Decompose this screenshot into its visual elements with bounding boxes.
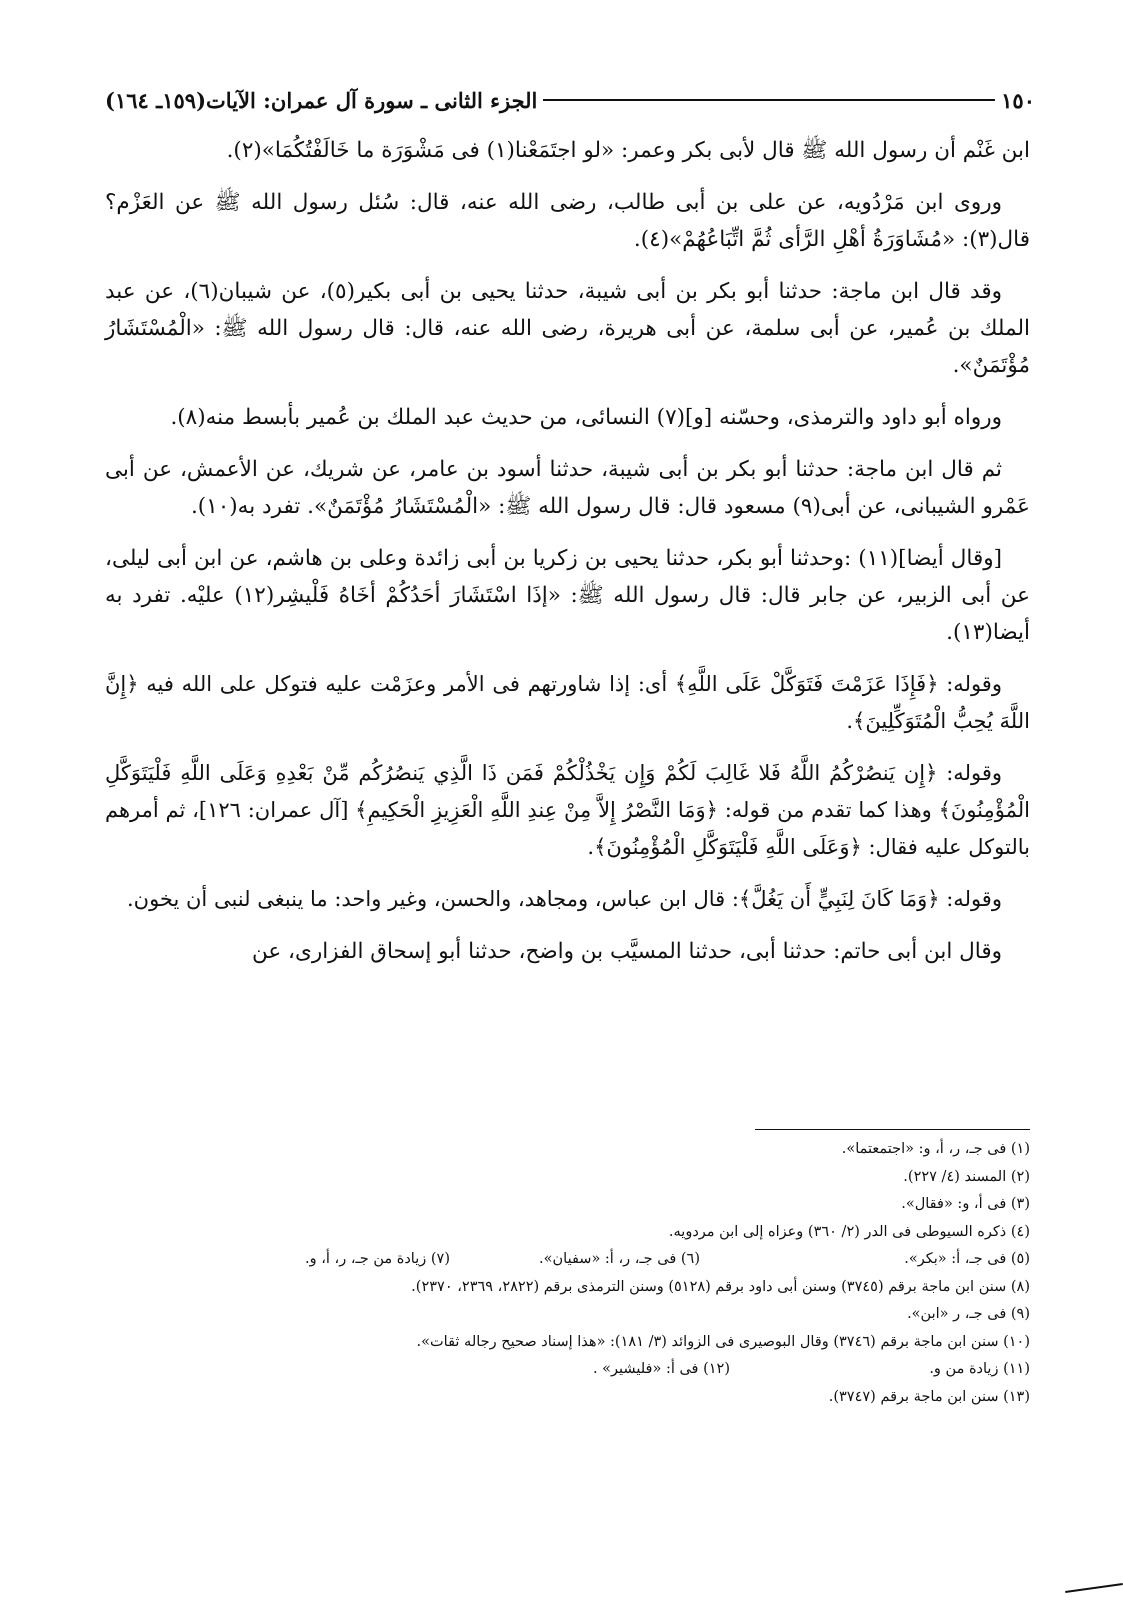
- paragraph-6: [وقال أيضا](١١) :وحدثنا أبو بكر، حدثنا يحيى بن زكريا بن أبى زائدة وعلى بن هاشم، عن ابن أبى ليلى، عن أبى الزبير، عن جابر قال: قال رسول الله ﷺ: «إذَا اسْتَشَارَ أحَدُكُمْ أخَاهُ فَلْيشِر(١٢) عليْه. تفرد به أيضا(١٣).: [105, 546, 1030, 645]
- paragraph-1: ابن غَنْم أن رسول الله ﷺ قال لأبى بكر وعمر: «لو اجتَمَعْنا(١) فى مَشْوَرَة ما خَالَفْتُكُمَا»(٢).: [226, 138, 1030, 163]
- footnote-7: (٧) زيادة من جـ، ر، أ، و.: [305, 1251, 450, 1267]
- paragraph-10: وقال ابن أبى حاتم: حدثنا أبى، حدثنا المسيَّب بن واضح، حدثنا أبو إسحاق الفزارى، عن: [252, 939, 1002, 964]
- footnote-11: (١١) زيادة من و.: [929, 1361, 1030, 1377]
- footnote-4: (٤) ذكره السيوطى فى الدر (٢/ ٣٦٠) وعزاه إلى ابن مردويه.: [668, 1223, 1030, 1240]
- paragraph-5: ثم قال ابن ماجة: حدثنا أبو بكر بن أبى شيبة، حدثنا أسود بن عامر، عن شريك، عن الأعمش، عن أبى عَمْرو الشيبانى، عن أبى(٩) مسعود قال: قال رسول الله ﷺ: «الْمُسْتَشَارُ مُؤْتَمَنٌ». تفرد به(١٠).: [105, 457, 1030, 519]
- footnote-3: (٣) فى أ، و: «فقال».: [901, 1196, 1030, 1212]
- footnote-line-8: [105, 1329, 1030, 1357]
- footnote-9: (٩) فى جـ، ر «ابن».: [907, 1306, 1030, 1322]
- main-text: [105, 132, 1030, 985]
- footnote-10: (١٠) سنن ابن ماجة برقم (٣٧٤٦) وقال البوصيرى فى الزوائد (٣/ ١٨١): «هذا إسناد صحيح رجاله ثقات».: [416, 1333, 1030, 1350]
- footnote-5: (٥) فى جـ، أ: «بكر».: [904, 1251, 1030, 1267]
- footnote-line-2: [105, 1164, 1030, 1192]
- paragraph-4: ورواه أبو داود والترمذى، وحسّنه [و](٧) النسائى، من حديث عبد الملك بن عُمير بأبسط منه(٨).: [170, 405, 1002, 430]
- page-number: ١٥٠: [1001, 87, 1035, 113]
- scan-edge-mark: [1065, 1583, 1123, 1593]
- header-rule: [543, 99, 995, 101]
- footnote-separator: [755, 1129, 1030, 1130]
- footnote-line-1: [105, 1136, 1030, 1164]
- footnote-line-9: [105, 1356, 1030, 1384]
- footnote-line-4: [105, 1219, 1030, 1247]
- footnote-8: (٨) سنن ابن ماجة برقم (٣٧٤٥) وسنن أبى داود برقم (٥١٢٨) وسنن الترمذى برقم (٢٨٢٢، ٢٣٦٩، ٢٣٧٠).: [411, 1278, 1030, 1295]
- footnote-line-5: [105, 1246, 1030, 1274]
- paragraph-7: وقوله: ﴿فَإِذَا عَزَمْتَ فَتَوَكَّلْ عَلَى اللَّهِ﴾ أى: إذا شاورتهم فى الأمر وعزَمْت عليه فتوكل على الله فيه ﴿إِنَّ اللَّهَ يُحِبُّ الْمُتَوَكِّلِينَ﴾.: [105, 672, 1030, 733]
- footnote-line-7: [105, 1301, 1030, 1329]
- footnote-1: (١) فى جـ، ر، أ، و: «اجتمعتما».: [841, 1141, 1030, 1157]
- paragraph-3: وقد قال ابن ماجة: حدثنا أبو بكر بن أبى شيبة، حدثنا يحيى بن أبى بكير(٥)، عن شيبان(٦)، عن عبد الملك بن عُمير، عن أبى سلمة، عن أبى هريرة، رضى الله عنه، قال: قال رسول الله ﷺ: «الْمُسْتَشَارُ مُؤْتَمَنٌ».: [105, 279, 1030, 378]
- paragraph-2: وروى ابن مَرْدُويه، عن على بن أبى طالب، رضى الله عنه، قال: سُئل رسول الله ﷺ عن العَزْم؟ قال(٣): «مُشَاوَرَةُ أهْلِ الرَّأى ثُمَّ اتِّبَاعُهُمْ»(٤).: [105, 190, 1030, 252]
- footnote-13: (١٣) سنن ابن ماجة برقم (٣٧٤٧).: [828, 1388, 1030, 1405]
- footnote-2: (٢) المسند (٤/ ٢٢٧).: [903, 1168, 1030, 1185]
- footnote-line-3: [105, 1191, 1030, 1219]
- footnote-line-10: [105, 1384, 1030, 1412]
- footnotes: [105, 1136, 1030, 1411]
- paragraph-8: وقوله: ﴿إِن يَنصُرْكُمُ اللَّهُ فَلا غَالِبَ لَكُمْ وَإِن يَخْذُلْكُمْ فَمَن ذَا الَّذِي يَنصُرُكُم مِّنْ بَعْدِهِ وَعَلَى اللَّهِ فَلْيَتَوَكَّلِ الْمُؤْمِنُونَ﴾ وهذا كما تقدم من قوله: ﴿وَمَا النَّصْرُ إِلاَّ مِنْ عِندِ اللَّهِ الْعَزِيزِ الْحَكِيمِ﴾ [آل عمران: ١٢٦]، ثم أمرهم بالتوكل عليه فقال: ﴿وَعَلَى اللَّهِ فَلْيَتَوَكَّلِ الْمُؤْمِنُونَ﴾.: [105, 761, 1030, 859]
- page-header: [105, 80, 1035, 120]
- footnote-line-6: [105, 1274, 1030, 1302]
- footnote-12: (١٢) فى أ: «فليشير» .: [592, 1361, 730, 1377]
- footnote-6: (٦) فى جـ، ر، أ: «سفيان».: [539, 1251, 700, 1267]
- paragraph-9: وقوله: ﴿وَمَا كَانَ لِنَبِيٍّ أَن يَغُلَّ﴾: قال ابن عباس، ومجاهد، والحسن، وغير واحد: ما ينبغى لنبى أن يخون.: [126, 887, 1002, 911]
- running-title: الجزء الثانى ـ سورة آل عمران: الآيات(١٥٩ـ ١٦٤): [105, 87, 538, 113]
